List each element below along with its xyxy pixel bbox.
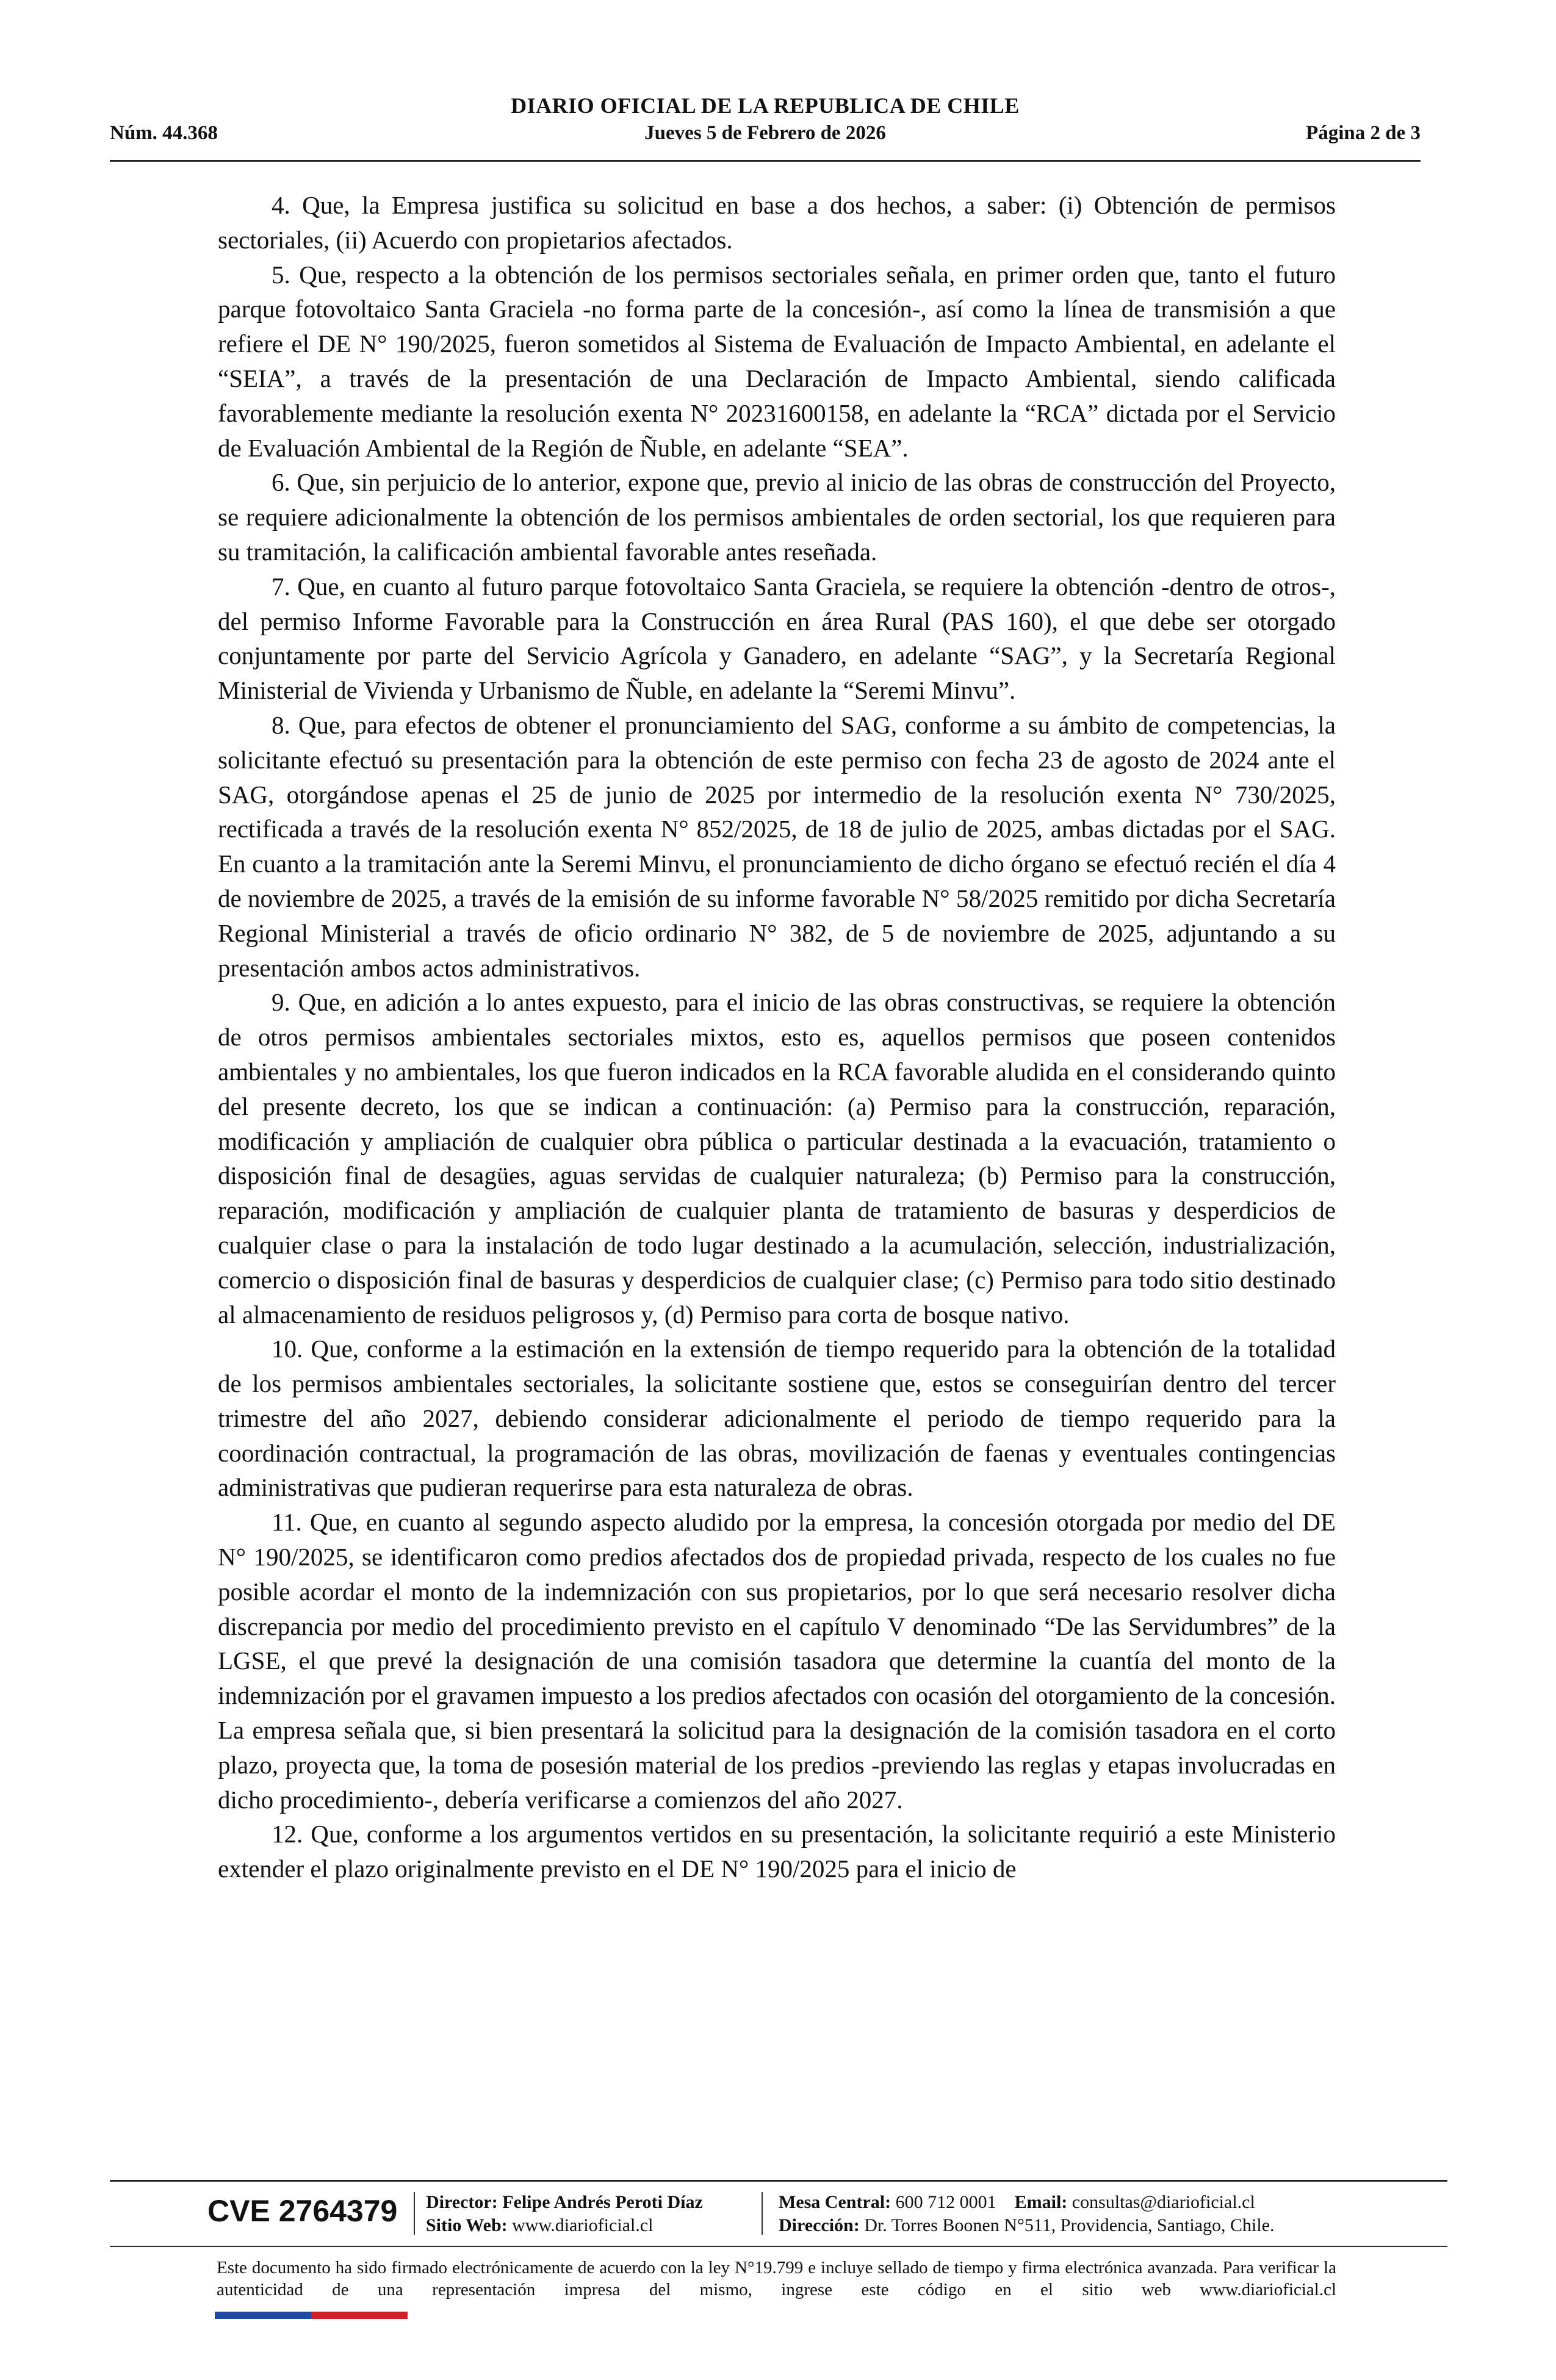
- footer-divider: [414, 2192, 415, 2235]
- paragraph-9: 9. Que, en adición a lo antes expuesto, para el inicio de las obras constructivas, se requiere la obtención de otros permisos ambientales sectoriales mixtos, esto es, aquellos permisos que poseen contenidos ambientales y no ambientales, los que fueron indicados en la RCA favorable aludida en el considerando quinto del presente decreto, los que se indican a continuación: (a) Permiso para la construcción, reparación, modificación y ampliación de cualquier obra pública o particular destinada a la evacuación, tratamiento o disposición final de desagües, aguas servidas de cualquier naturaleza; (b) Permiso para la construcción, reparación, modificación y ampliación de cualquier planta de tratamiento de basuras y desperdicios de cualquier clase o para la instalación de todo lugar destinado a la acumulación, selección, industrialización, comercio o disposición final de basuras y desperdicios de cualquier clase; (c) Permiso para todo sitio destinado al almacenamiento de residuos peligrosos y, (d) Permiso para corta de bosque nativo.: [218, 988, 1336, 1329]
- issue-number: Núm. 44.368: [110, 122, 218, 144]
- website-label: Sitio Web:: [426, 2215, 508, 2235]
- publication-title: DIARIO OFICIAL DE LA REPUBLICA DE CHILE: [511, 93, 1020, 118]
- paragraph-4: 4. Que, la Empresa justifica su solicitud en base a dos hechos, a saber: (i) Obtención de permisos sectoriales, (ii) Acuerdo con propietarios afectados.: [218, 191, 1336, 254]
- issue-date: Jueves 5 de Febrero de 2026: [644, 122, 886, 144]
- paragraph-11: 11. Que, en cuanto al segundo aspecto aludido por la empresa, la concesión otorgada por medio del DE N° 190/2025, se identificaron como predios afectados dos de propiedad privada, respecto de los cuales no fue posible acordar el monto de la indemnización con sus propietarios, por lo que será necesario resolver dicha discrepancia por medio del procedimiento previsto en el capítulo V denominado “De las Servidumbres” de la LGSE, el que prevé la designación de una comisión tasadora que determine la cuantía del monto de la indemnización por el gravamen impuesto a los predios afectados con ocasión del otorgamiento de la concesión. La empresa señala que, si bien presentará la solicitud para la designación de la comisión tasadora en el corto plazo, proyecta que, la toma de posesión material de los predios -previendo las reglas y etapas involucradas en dicho procedimiento-, debería verificarse a comienzos del año 2027.: [218, 1508, 1336, 1814]
- director-name: Felipe Andrés Peroti Díaz: [502, 2192, 703, 2212]
- footer-bottom-rule: [110, 2246, 1447, 2247]
- paragraph-6: 6. Que, sin perjuicio de lo anterior, expone que, previo al inicio de las obras de construcción del Proyecto, se requiere adicionalmente la obtención de los permisos ambientales de orden sectorial, los que requieren para su tramitación, la calificación ambiental favorable antes reseñada.: [218, 468, 1336, 566]
- footer-director-block: [426, 2191, 703, 2237]
- paragraph-5: 5. Que, respecto a la obtención de los permisos sectoriales señala, en primer orden que, tanto el futuro parque fotovoltaico Santa Graciela -no forma parte de la concesión-, así como la línea de transmisión a que refiere el DE N° 190/2025, fueron sometidos al Sistema de Evaluación de Impacto Ambiental, en adelante el “SEIA”, a través de la presentación de una Declaración de Impacto Ambiental, siendo calificada favorablemente mediante la resolución exenta N° 20231600158, en adelante la “RCA” dictada por el Servicio de Evaluación Ambiental de la Región de Ñuble, en adelante “SEA”.: [218, 260, 1336, 462]
- footer-top-rule: [110, 2180, 1447, 2182]
- flag-stripe-red: [311, 2312, 408, 2319]
- phone-number: 600 712 0001: [895, 2192, 996, 2212]
- paragraph-7: 7. Que, en cuanto al futuro parque fotovoltaico Santa Graciela, se requiere la obtención -dentro de otros-, del permiso Informe Favorable para la Construcción en área Rural (PAS 160), el que debe ser otorgado conjuntamente por parte del Servicio Agrícola y Ganadero, en adelante “SAG”, y la Secretaría Regional Ministerial de Vivienda y Urbanismo de Ñuble, en adelante la “Seremi Minvu”.: [218, 572, 1336, 705]
- electronic-signature-notice: Este documento ha sido firmado electrónicamente de acuerdo con la ley N°19.799 e incluye sellado de tiempo y firma electrónica avanzada. Para verificar la autenticidad de una representación impresa del mismo, ingrese este código en el sitio web www.diarioficial.cl: [217, 2258, 1336, 2299]
- page-indicator: Página 2 de 3: [1306, 122, 1421, 144]
- document-body: [218, 188, 1336, 1886]
- footer-contact-block: [779, 2191, 1275, 2237]
- email-link[interactable]: consultas@diarioficial.cl: [1072, 2192, 1255, 2212]
- director-label: Director:: [426, 2192, 498, 2212]
- paragraph-12: 12. Que, conforme a los argumentos vertidos en su presentación, la solicitante requirió a este Ministerio extender el plazo originalmente previsto en el DE N° 190/2025 para el inicio de: [218, 1820, 1336, 1883]
- address-label: Dirección:: [779, 2215, 860, 2235]
- cve-code: CVE 2764379: [207, 2194, 398, 2228]
- phone-label: Mesa Central:: [779, 2192, 891, 2212]
- address-text: Dr. Torres Boonen N°511, Providencia, Santiago, Chile.: [864, 2215, 1275, 2235]
- footer-divider: [762, 2192, 763, 2235]
- flag-stripe-blue: [215, 2312, 311, 2319]
- paragraph-10: 10. Que, conforme a la estimación en la extensión de tiempo requerido para la obtención de la totalidad de los permisos ambientales sectoriales, la solicitante sostiene que, estos se conseguirían dentro del tercer trimestre del año 2027, debiendo considerar adicionalmente el periodo de tiempo requerido para la coordinación contractual, la programación de las obras, movilización de faenas y eventuales contingencias administrativas que pudieran requerirse para esta naturaleza de obras.: [218, 1335, 1336, 1502]
- email-label: Email:: [1014, 2192, 1068, 2212]
- paragraph-8: 8. Que, para efectos de obtener el pronunciamiento del SAG, conforme a su ámbito de competencias, la solicitante efectuó su presentación para la obtención de este permiso con fecha 23 de agosto de 2024 ante el SAG, otorgándose apenas el 25 de junio de 2025 por intermedio de la resolución exenta N° 730/2025, rectificada a través de la resolución exenta N° 852/2025, de 18 de julio de 2025, ambas dictadas por el SAG. En cuanto a la tramitación ante la Seremi Minvu, el pronunciamiento de dicho órgano se efectuó recién el día 4 de noviembre de 2025, a través de la emisión de su informe favorable N° 58/2025 remitido por dicha Secretaría Regional Ministerial a través de oficio ordinario N° 382, de 5 de noviembre de 2025, adjuntando a su presentación ambos actos administrativos.: [218, 710, 1336, 982]
- page-header: [110, 93, 1421, 162]
- website-link[interactable]: www.diarioficial.cl: [512, 2215, 654, 2235]
